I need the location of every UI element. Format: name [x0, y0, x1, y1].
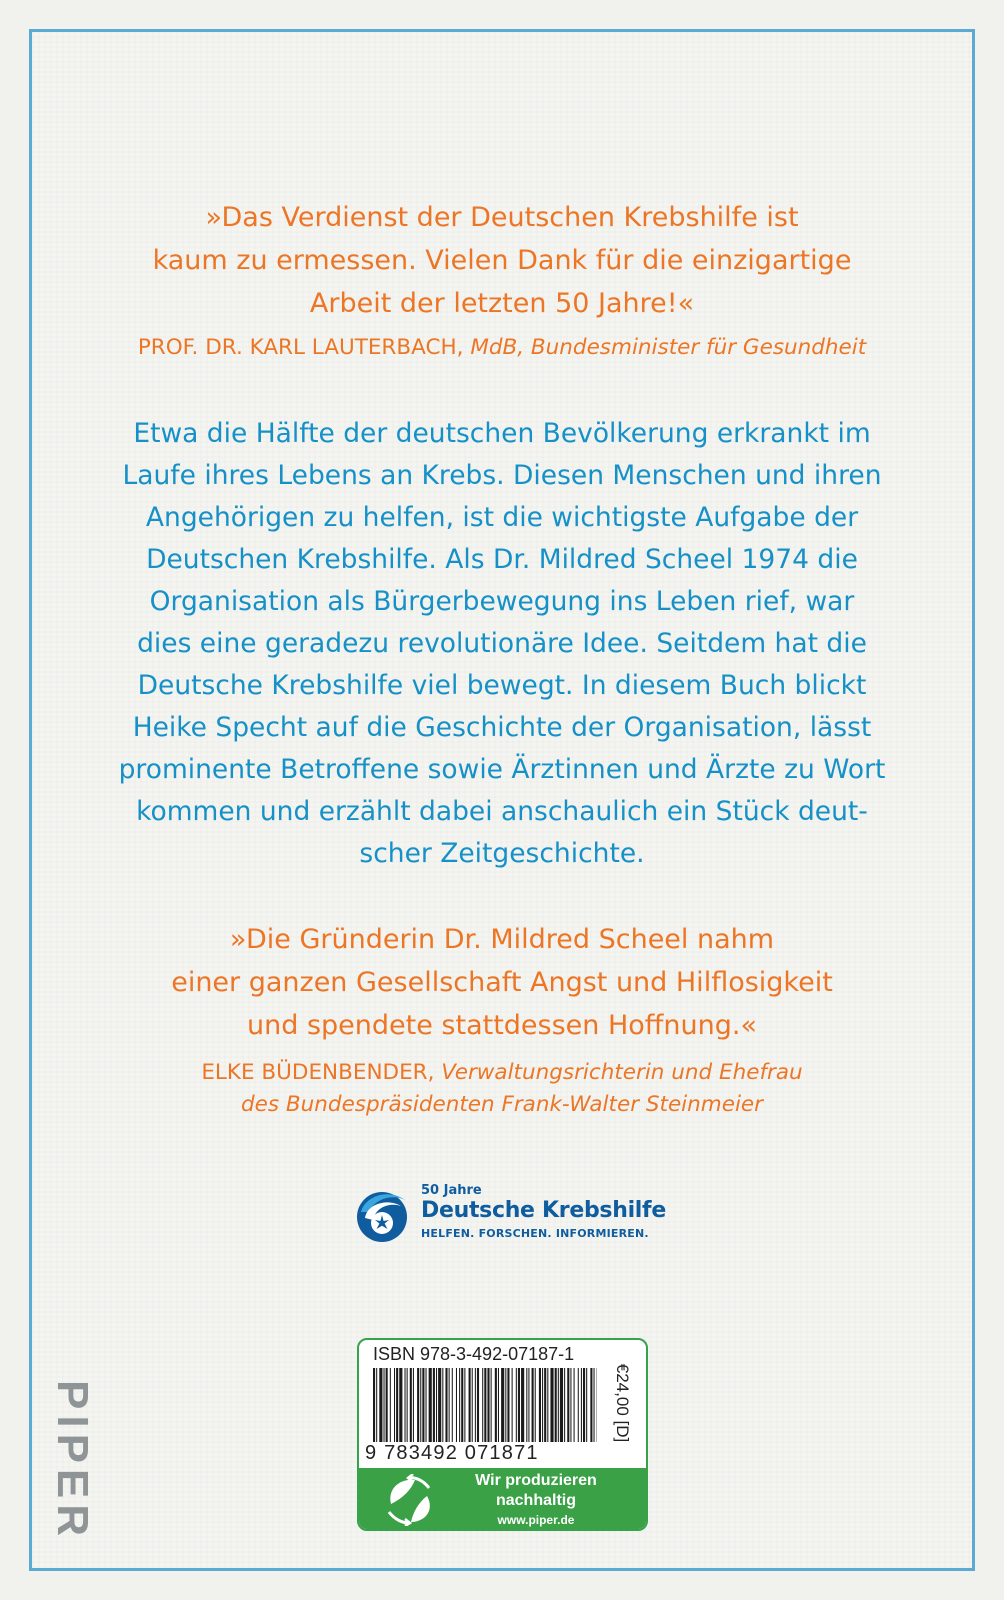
barcode-bar: [526, 1368, 527, 1442]
barcode-bar: [512, 1368, 513, 1442]
barcode-bar: [396, 1368, 398, 1442]
barcode-bar: [417, 1368, 419, 1442]
eco-url: www.piper.de: [497, 1513, 575, 1527]
barcode-bar: [384, 1368, 385, 1442]
blurb-line-9: prominente Betroffene sowie Ärztinnen und Ärzte zu Wort: [118, 754, 886, 785]
barcode-bar: [487, 1368, 489, 1442]
publisher-spine-logo: [40, 1380, 100, 1560]
barcode-label: [357, 1338, 648, 1531]
quote2-author-role-2: des Bundespräsidenten Frank-Walter Steinmeier: [241, 1092, 763, 1117]
barcode-bar: [464, 1368, 465, 1442]
barcode-bar: [547, 1368, 548, 1442]
barcode-bar: [583, 1368, 585, 1442]
barcode-bar: [477, 1368, 479, 1442]
barcode-bar: [442, 1368, 443, 1442]
barcode-bar: [469, 1368, 471, 1442]
barcode-bar: [452, 1368, 453, 1442]
barcode-bar: [539, 1368, 541, 1442]
barcode-bar: [445, 1368, 447, 1442]
blurb-line-10: kommen und erzählt dabei anschaulich ein Stück deut-: [136, 796, 868, 827]
barcode-bar: [574, 1368, 575, 1442]
barcode-bar: [436, 1368, 437, 1442]
barcode-bar: [386, 1368, 388, 1442]
barcode-bar: [390, 1368, 391, 1442]
publisher-name: PIPER: [48, 1380, 97, 1543]
blurb-line-1: Etwa die Hälfte der deutschen Bevölkerung erkrankt im: [133, 418, 871, 449]
krebshilfe-swirl-icon: [355, 1186, 413, 1244]
quote2-line-3: und spendete stattdessen Hoffnung.«: [247, 1010, 757, 1041]
eco-line-1: Wir produzieren: [475, 1472, 597, 1489]
blurb-line-7: Deutsche Krebshilfe viel bewegt. In diesem Buch blickt: [137, 670, 867, 701]
barcode-bar: [528, 1368, 529, 1442]
quote2-line-2: einer ganzen Gesellschaft Angst und Hilflosigkeit: [171, 967, 833, 998]
price-wrap: [607, 1346, 637, 1460]
eco-banner: [359, 1468, 646, 1531]
barcode-bar: [491, 1368, 492, 1442]
barcode-bar: [438, 1368, 441, 1442]
eco-line-2: nachhaltig: [495, 1492, 576, 1509]
quote1-line-2: kaum zu ermessen. Vielen Dank für die einzigartige: [152, 245, 852, 276]
barcode-bar: [558, 1368, 559, 1442]
barcode-bar: [449, 1368, 450, 1442]
barcode-bar: [570, 1368, 571, 1442]
barcode-bar: [590, 1368, 592, 1442]
recycle-leaves-icon: [381, 1474, 437, 1526]
quote2-author-name: ELKE BÜDENBENDER,: [201, 1060, 435, 1085]
publisher-logo-svg: [40, 1380, 100, 1560]
quote-buedenbender: [40, 918, 964, 1047]
barcode-bar: [484, 1368, 486, 1442]
quote1-attribution: [40, 333, 964, 363]
barcode-bar: [456, 1368, 457, 1442]
barcode-bar: [560, 1368, 563, 1442]
barcode-bar: [482, 1368, 483, 1442]
barcode-bar: [495, 1368, 497, 1442]
logo-years: 50 Jahre: [421, 1183, 482, 1198]
blurb-text: [40, 413, 964, 875]
barcode-bar: [501, 1368, 504, 1442]
quote2-attribution-line-2: [40, 1089, 964, 1121]
barcode-bar: [399, 1368, 402, 1442]
barcode-bar: [505, 1368, 506, 1442]
barcode-bar: [433, 1368, 435, 1442]
barcode-bar: [516, 1368, 517, 1442]
barcode-bar: [594, 1368, 595, 1442]
barcode-bar: [535, 1368, 536, 1442]
barcode-bar: [567, 1368, 569, 1442]
isbn-label: ISBN 978-3-492-07187-1: [373, 1344, 575, 1364]
barcode-bar: [518, 1368, 520, 1442]
quote1-line-3: Arbeit der letzten 50 Jahre!«: [309, 288, 695, 319]
barcode-bar: [426, 1368, 427, 1442]
barcode-bar: [472, 1368, 473, 1442]
barcode-bar: [521, 1368, 524, 1442]
price-label: €24,00 [D]: [613, 1363, 632, 1443]
logo-slogan: HELFEN. FORSCHEN. INFORMIEREN.: [421, 1227, 649, 1240]
quote2-attribution: [40, 1057, 964, 1121]
barcode-bar: [420, 1368, 421, 1442]
barcode-bars: [373, 1368, 597, 1442]
barcode-bar: [542, 1368, 543, 1442]
barcode-bar: [394, 1368, 395, 1442]
quote1-author-name: PROF. DR. KARL LAUTERBACH,: [137, 335, 464, 360]
barcode-bar: [498, 1368, 499, 1442]
quote2-attribution-line-1: [40, 1057, 964, 1089]
blurb-line-6: dies eine geradezu revolutionäre Idee. Seitdem hat die: [137, 628, 867, 659]
barcode-bar: [532, 1368, 534, 1442]
quote1-line-1: »Das Verdienst der Deutschen Krebshilfe ist: [205, 202, 799, 233]
barcode-bar: [475, 1368, 476, 1442]
barcode-bar: [407, 1368, 408, 1442]
barcode-bar: [405, 1368, 406, 1442]
barcode-bar: [578, 1368, 579, 1442]
barcode-bar: [564, 1368, 565, 1442]
barcode-bar: [544, 1368, 546, 1442]
barcode-bar: [410, 1368, 412, 1442]
barcode-bar: [586, 1368, 587, 1442]
barcode-bar: [429, 1368, 432, 1442]
barcode-bar: [376, 1368, 377, 1442]
barcode-bar: [422, 1368, 424, 1442]
quote2-line-1: »Die Gründerin Dr. Mildred Scheel nahm: [229, 924, 775, 955]
barcode-bar: [379, 1368, 382, 1442]
barcode-bar: [581, 1368, 582, 1442]
blurb-line-5: Organisation als Bürgerbewegung ins Leben rief, war: [149, 586, 855, 617]
quote-lauterbach: [40, 196, 964, 325]
barcode-bar: [459, 1368, 460, 1442]
logo-name: Deutsche Krebshilfe: [421, 1198, 666, 1223]
krebshilfe-logo: [355, 1180, 666, 1244]
blurb-line-2: Laufe ihres Lebens an Krebs. Diesen Menschen und ihren: [122, 460, 882, 491]
barcode-bar: [373, 1368, 375, 1442]
barcode-number: 9 783492 071871: [365, 1442, 539, 1464]
barcode-bar: [555, 1368, 557, 1442]
blurb-line-11: scher Zeitgeschichte.: [359, 838, 645, 869]
blurb-line-3: Angehörigen zu helfen, ist die wichtigste Aufgabe der: [145, 502, 859, 533]
quote1-author-role: MdB, Bundesminister für Gesundheit: [470, 335, 867, 360]
blurb-line-4: Deutschen Krebshilfe. Als Dr. Mildred Scheel 1974 die: [146, 544, 858, 575]
barcode-bar: [413, 1368, 414, 1442]
barcode-bar: [507, 1368, 509, 1442]
blurb-line-8: Heike Specht auf die Geschichte der Organisation, lässt: [132, 712, 872, 743]
barcode-bar: [461, 1368, 463, 1442]
quote2-author-role-1: Verwaltungsrichterin und Ehefrau: [441, 1060, 803, 1085]
barcode-bar: [550, 1368, 553, 1442]
